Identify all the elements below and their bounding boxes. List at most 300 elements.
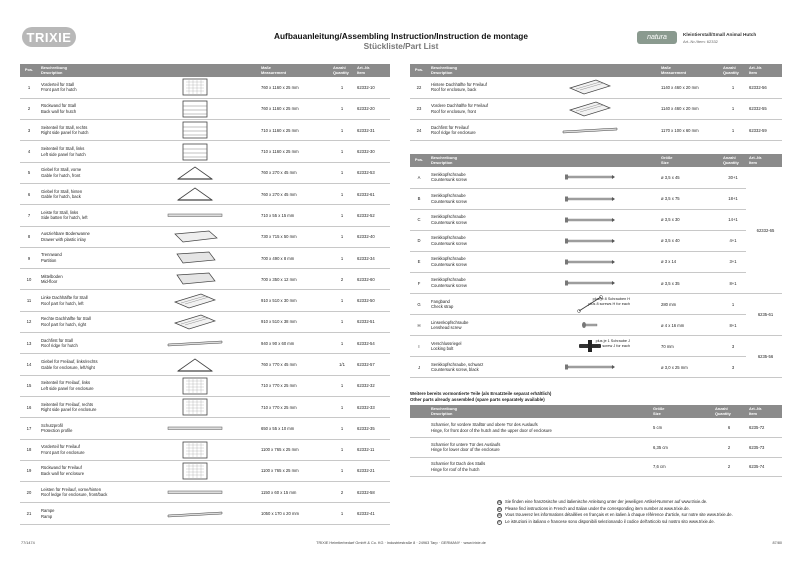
art-cell: 62332-52 <box>357 212 375 218</box>
pos-cell: 18 <box>26 447 32 453</box>
art-cell: 62332-57 <box>357 362 375 367</box>
document-subtitle: Stückliste/Part List <box>363 41 439 51</box>
desc-en: Countersunk screw <box>431 283 467 289</box>
art-cell: 62332-35 <box>357 425 375 431</box>
qty-cell: 1 <box>340 340 344 346</box>
size-cell: 760 x 270 x 45 mm <box>261 170 297 176</box>
art-cell: 6235-72 <box>749 425 765 430</box>
size-cell: 1150 x 60 x 15 mm <box>261 489 297 495</box>
desc-de: Rechte Dachhälfte für Stall <box>41 316 91 322</box>
language-notes <box>497 499 733 526</box>
blank-cell <box>410 438 428 458</box>
table-row <box>410 357 782 378</box>
qty-cell: 1 <box>340 383 344 389</box>
description-cell <box>428 418 650 438</box>
art-cell: 62332-53 <box>357 170 375 176</box>
qty-cell: 1 <box>340 127 344 133</box>
desc-en: Roof for enclosure, front <box>431 108 476 114</box>
table-row <box>410 272 782 293</box>
table-row <box>410 77 782 98</box>
part-image <box>518 167 658 188</box>
qty-cell: 1 <box>340 404 344 410</box>
table-row <box>20 162 390 183</box>
qty-cell: 1 <box>340 212 344 218</box>
size-cell: 710 x 770 x 25 mm <box>261 404 297 410</box>
table-row <box>20 396 390 417</box>
description-cell <box>38 120 128 141</box>
description-cell <box>38 460 128 481</box>
table-row <box>20 98 390 119</box>
desc-en: Countersunk screw <box>431 177 467 183</box>
col-measurement: Maße Measurement <box>261 64 287 75</box>
desc-en: Roof part for hutch, left <box>41 300 84 306</box>
qty-cell: 1 <box>340 149 344 155</box>
size-cell: 760 x 270 x 45 mm <box>261 191 297 197</box>
parts-table-left <box>20 64 390 525</box>
pos-cell: 21 <box>26 511 32 517</box>
desc-en: Right side panel for enclosure <box>41 407 97 413</box>
desc-de: Linsenkopfschraube <box>431 319 469 325</box>
desc-de: Rampe <box>41 507 55 513</box>
desc-en: Left side panel for hutch <box>41 151 86 157</box>
part-image <box>128 333 258 354</box>
description-cell <box>428 315 518 336</box>
part-image <box>128 183 258 204</box>
qty-cell: 2 <box>727 444 731 450</box>
art-cell: 62332-41 <box>357 511 375 517</box>
desc-de: Giebel für Freilauf, links/rechts <box>41 358 98 364</box>
art-cell: 62332-21 <box>357 468 375 474</box>
size-cell: 710 x 55 x 15 mm <box>261 212 295 218</box>
desc-en: Hinge for roof of the hutch <box>431 466 480 472</box>
description-cell <box>428 251 518 272</box>
note-fr <box>497 512 733 519</box>
part-image <box>128 311 258 332</box>
desc-en: Hinge for lower door of the enclosure <box>431 447 500 453</box>
size-cell: 910 x 510 x 30 mm <box>261 298 297 304</box>
table-row <box>410 120 782 141</box>
art-cell: 62332-54 <box>357 340 375 346</box>
pos-cell: 22 <box>416 84 422 90</box>
part-image <box>128 247 258 268</box>
description-cell <box>428 294 518 315</box>
qty-cell: 18+1 <box>728 196 738 202</box>
art-cell: 62332-60 <box>357 276 375 282</box>
description-cell <box>38 333 128 354</box>
desc-en: Roof ridge for enclosure <box>431 130 476 136</box>
parts-table-right <box>410 64 782 141</box>
desc-en: Check strap <box>431 304 454 310</box>
pos-cell: 16 <box>26 404 32 410</box>
qty-cell: 1 <box>340 319 344 325</box>
desc-de: Vordere Dachhälfte für Freilauf <box>431 103 489 109</box>
pos-cell: G <box>417 301 421 307</box>
size-cell: 1140 x 460 x 20 mm <box>661 84 699 90</box>
size-cell: 730 x 715 x 50 mm <box>261 234 297 240</box>
desc-en: Front part for enclosure <box>41 449 85 455</box>
qty-cell: 30+1 <box>728 174 738 180</box>
desc-de: Leiste für Stall, links <box>41 209 79 215</box>
part-image <box>518 357 658 378</box>
desc-de: Rückwand für Freilauf <box>41 465 82 471</box>
desc-de: Hintere Dachhälfte für Freilauf <box>431 81 487 87</box>
note-text: Vous trouverez les informations détaillées en français et en italien à chaque référence d'article, sur notre site www.trixie.de. <box>505 512 733 518</box>
hardware-note: plus je 8 Schrauben H plus 8 screws H for each <box>588 297 630 306</box>
spare-title-en: Other parts already assembled (spare parts separately available) <box>410 397 545 402</box>
qty-cell: 2 <box>727 464 731 470</box>
table-row <box>20 247 390 268</box>
description-cell <box>38 98 128 119</box>
size-cell: 1140 x 460 x 20 mm <box>661 106 699 112</box>
desc-en: Protection profile <box>41 428 73 434</box>
desc-de: Senkkopfschraube <box>431 214 466 220</box>
description-cell <box>428 120 518 141</box>
desc-de: Scharnier für untere Tür des Auslaufs <box>431 441 501 447</box>
size-cell: ø 4 x 16 mm <box>661 322 685 328</box>
size-cell: ø 3,5 x 40 <box>661 238 680 244</box>
table-row <box>20 375 390 396</box>
desc-de: Seitenteil für Freilauf, links <box>41 380 91 386</box>
part-image <box>518 188 658 209</box>
flag-de-icon: DE <box>498 500 502 504</box>
size-cell: 710 x 1160 x 25 mm <box>261 149 299 155</box>
table-row <box>410 188 782 209</box>
desc-en: Gable for enclosure, left/right <box>41 364 95 370</box>
art-cell: 62332-51 <box>357 319 375 325</box>
pos-cell: 13 <box>26 340 32 346</box>
size-cell: 710 x 1160 x 25 mm <box>261 127 299 133</box>
pos-cell: 8 <box>27 234 31 240</box>
qty-cell: 2 <box>340 276 344 282</box>
art-cell: 62332-11 <box>357 447 375 453</box>
col-description: Beschreibung Description <box>431 64 457 75</box>
col-size: Größe Size <box>661 154 673 165</box>
desc-en: Hinge, for front door of the hutch and the upper door of enclosure <box>431 427 552 433</box>
qty-cell: 6 <box>727 425 731 430</box>
art-cell: 62332-40 <box>357 234 375 240</box>
qty-cell: 1 <box>340 298 344 304</box>
col-pos: Pos. <box>414 157 424 163</box>
size-cell: 7,6 cm <box>653 464 666 470</box>
table-row <box>410 418 782 438</box>
col-quantity: Anzahl Quantity <box>723 64 739 75</box>
pos-cell: 6 <box>27 191 31 197</box>
description-cell <box>428 336 518 357</box>
qty-cell: 1/1 <box>339 362 345 367</box>
col-description: Beschreibung Description <box>431 405 457 416</box>
col-item: Art.-Nr. Item <box>357 64 371 75</box>
part-image <box>518 336 658 357</box>
size-cell: 760 x 1160 x 25 mm <box>261 106 299 112</box>
product-name: Kleintierstall/Small Animal Hutch <box>683 32 757 37</box>
desc-de: Seitenteil für Freilauf, rechts <box>41 401 94 407</box>
table-row <box>20 77 390 98</box>
size-cell: ø 3 x 14 <box>661 259 677 265</box>
desc-de: Dachfirst für Stall <box>41 337 73 343</box>
desc-de: Seitenteil für Stall, rechts <box>41 124 88 130</box>
desc-en: Countersunk screw <box>431 219 467 225</box>
description-cell <box>38 396 128 417</box>
pos-cell: 5 <box>27 170 31 176</box>
desc-en: Countersunk screw <box>431 198 467 204</box>
part-image <box>128 375 258 396</box>
art-cell: 62332-59 <box>749 127 767 133</box>
qty-cell: 8+1 <box>729 322 737 328</box>
desc-en: Roof part for hutch, right <box>41 321 87 327</box>
footer-left-code: 77/1474 <box>21 541 35 545</box>
desc-de: Senkkopfschraube <box>431 171 466 177</box>
qty-cell: 8+1 <box>729 280 737 286</box>
description-cell <box>428 77 518 98</box>
table-row <box>20 226 390 247</box>
table-row <box>20 269 390 290</box>
desc-de: Ausziehbare Bodenwanne <box>41 231 90 237</box>
hardware-note: plus je 1 Schraube J plus 1 screw J for each <box>591 339 630 348</box>
desc-en: Ramp <box>41 513 53 519</box>
part-image <box>128 141 258 162</box>
qty-cell: 3+1 <box>729 259 737 265</box>
part-image <box>128 482 258 503</box>
desc-en: Back wall for enclosure <box>41 470 85 476</box>
art-cell: 62332-65 <box>746 167 782 294</box>
description-cell <box>38 141 128 162</box>
art-cell: 62332-61 <box>357 191 375 197</box>
description-cell <box>38 354 128 375</box>
col-quantity: Anzahl Quantity <box>333 64 349 75</box>
part-image <box>518 120 658 141</box>
size-cell: 5 cm <box>653 425 663 430</box>
part-image <box>128 98 258 119</box>
qty-cell: 4+1 <box>729 238 737 244</box>
spare-parts-title <box>410 391 551 403</box>
size-cell: 1050 x 170 x 20 mm <box>261 511 299 517</box>
desc-en: Roof ridge for hutch <box>41 343 78 349</box>
pos-cell: 11 <box>26 298 32 304</box>
art-cell: 62332-20 <box>357 106 375 112</box>
desc-de: Senkkopfschraube <box>431 277 466 283</box>
part-image <box>518 77 658 98</box>
table-row <box>20 333 390 354</box>
page-header <box>0 0 802 60</box>
size-cell: 910 x 510 x 38 mm <box>261 319 297 325</box>
size-cell: ø 3,0 x 25 mm <box>661 364 688 370</box>
part-image <box>128 77 258 98</box>
pos-cell: 20 <box>26 489 32 495</box>
desc-de: Giebel für Stall, vorne <box>41 167 82 173</box>
col-blank <box>410 405 428 418</box>
art-cell: 62332-56 <box>749 84 767 90</box>
art-cell: 62332-34 <box>357 255 375 261</box>
flag-en-icon: EN <box>498 507 502 511</box>
pos-cell: 10 <box>26 276 32 282</box>
description-cell <box>38 77 128 98</box>
description-cell <box>428 98 518 119</box>
pos-cell: H <box>417 322 421 328</box>
part-image <box>128 205 258 226</box>
desc-de: Scharnier, für vordere Stalltür und obere Tür des Auslaufs <box>431 421 538 427</box>
col-image <box>518 64 658 77</box>
description-cell <box>428 357 518 378</box>
pos-cell: C <box>417 217 421 223</box>
col-pos: Pos. <box>24 67 34 73</box>
pos-cell: 1 <box>27 84 31 90</box>
size-cell: 700 x 490 x 8 mm <box>261 255 295 261</box>
table-row <box>20 482 390 503</box>
desc-de: Dachfirst für Freilauf <box>431 124 469 130</box>
table-row <box>410 230 782 251</box>
art-cell: 6235-56 <box>746 336 782 378</box>
pos-cell: 19 <box>26 468 32 474</box>
qty-cell: 1 <box>731 127 735 133</box>
part-image <box>518 230 658 251</box>
col-pos: Pos. <box>414 67 424 73</box>
size-cell: ø 3,5 x 75 <box>661 196 680 202</box>
part-image <box>518 272 658 293</box>
desc-de: Giebel für Stall, hinten <box>41 188 83 194</box>
part-image <box>128 290 258 311</box>
table-row <box>20 183 390 204</box>
desc-de: Senkkopfschraube <box>431 256 466 262</box>
size-cell: 700 x 350 x 12 mm <box>261 276 297 282</box>
table-row <box>20 205 390 226</box>
desc-de: Vorderteil für Stall <box>41 81 75 87</box>
size-cell: 6,35 cm <box>653 444 668 450</box>
description-cell <box>38 439 128 460</box>
description-cell <box>428 230 518 251</box>
qty-cell: 1 <box>731 84 735 90</box>
art-cell: 6235-61 <box>746 294 782 336</box>
desc-en: Countersunk screw, black <box>431 367 479 373</box>
description-cell <box>38 183 128 204</box>
spare-parts-table <box>410 405 782 477</box>
pos-cell: 2 <box>27 106 31 112</box>
desc-en: Locking bolt <box>431 346 454 352</box>
pos-cell: B <box>417 196 421 202</box>
qty-cell: 3 <box>731 364 735 370</box>
pos-cell: F <box>417 280 421 286</box>
col-item: Art.-Nr. Item <box>749 154 763 165</box>
col-image <box>518 154 658 167</box>
note-text: Please find instructions in French and Italian under the corresponding item number at www.trixie.de. <box>505 505 690 511</box>
size-cell: ø 3,5 x 30 <box>661 217 680 223</box>
desc-en: Gable for hutch, front <box>41 172 81 178</box>
table-header <box>410 405 782 418</box>
part-image <box>518 98 658 119</box>
page-footer <box>0 541 802 551</box>
table-row <box>20 503 390 524</box>
size-cell: 1170 x 100 x 60 mm <box>661 127 699 133</box>
art-cell: 62332-10 <box>357 84 375 90</box>
desc-de: Schutzprofil <box>41 422 63 428</box>
natura-brand-badge: natura <box>637 31 677 44</box>
pos-cell: J <box>417 364 421 370</box>
pos-cell: A <box>417 174 421 180</box>
description-cell <box>38 482 128 503</box>
desc-en: Countersunk screw <box>431 240 467 246</box>
desc-en: Partition <box>41 258 57 264</box>
description-cell <box>428 209 518 230</box>
table-row <box>410 315 782 336</box>
desc-en: Roof ledge for enclosure, front/back <box>41 492 108 498</box>
pos-cell: 3 <box>27 127 31 133</box>
desc-de: Vorderteil für Freilauf <box>41 444 80 450</box>
description-cell <box>38 205 128 226</box>
table-row <box>410 457 782 477</box>
part-image <box>128 226 258 247</box>
description-cell <box>428 272 518 293</box>
description-cell <box>38 162 128 183</box>
col-item: Art.-Nr. Item <box>749 64 763 75</box>
part-image <box>128 354 258 375</box>
qty-cell: 1 <box>340 255 344 261</box>
size-cell: 650 x 55 x 10 mm <box>261 425 295 431</box>
art-cell: 62332-30 <box>357 149 375 155</box>
desc-en: Right side panel for hutch <box>41 130 89 136</box>
part-image <box>518 294 658 315</box>
table-row <box>410 336 782 357</box>
part-image <box>128 269 258 290</box>
note-text: Le istruzioni in italiano e francese sono disponibili selezionando il codice dell'articolo sul nostro sito www.trixie.de. <box>505 519 715 525</box>
art-cell: 62332-31 <box>357 127 375 133</box>
logo-text: TRIXIE <box>26 29 72 45</box>
pos-cell: 15 <box>26 383 32 389</box>
desc-de: Rückwand für Stall <box>41 103 76 109</box>
qty-cell: 1 <box>340 234 344 240</box>
col-description: Beschreibung Description <box>431 154 457 165</box>
footer-right-code: 87/80 <box>772 541 782 545</box>
product-art-no: Art.-Nr./Item: 62332 <box>683 39 718 44</box>
description-cell <box>428 438 650 458</box>
pos-cell: 17 <box>26 425 32 431</box>
table-row <box>20 439 390 460</box>
pos-cell: 12 <box>26 319 32 325</box>
part-image <box>518 209 658 230</box>
qty-cell: 1 <box>340 170 344 176</box>
pos-cell: 4 <box>27 149 31 155</box>
col-size: Größe Size <box>653 405 665 416</box>
part-image <box>128 503 258 524</box>
art-cell: 62332-33 <box>357 404 375 410</box>
pos-cell: I <box>418 343 420 349</box>
col-item: Art.-Nr. Item <box>749 405 763 416</box>
part-image <box>128 396 258 417</box>
size-cell: 710 x 770 x 25 mm <box>261 383 297 389</box>
part-image <box>518 315 658 336</box>
spare-title-de: Weitere bereits vormontierte Teile (als Ersatzteile separat erhältlich) <box>410 391 552 396</box>
part-image <box>128 162 258 183</box>
col-measurement: Maße Measurement <box>661 64 687 75</box>
qty-cell: 14+1 <box>728 217 738 223</box>
size-cell: ø 3,5 x 45 <box>661 174 680 180</box>
description-cell <box>428 167 518 188</box>
document-title: Aufbauanleitung/Assembling Instruction/Instruction de montage <box>274 31 528 41</box>
size-cell: 1100 x 765 x 25 mm <box>261 468 299 474</box>
qty-cell: 1 <box>731 106 735 112</box>
flag-it-icon: IT <box>498 520 501 524</box>
note-text: Sie finden eine französische und italienische Anleitung unter der jeweiligen Artikel-Nummer auf www.trixie.de. <box>505 499 708 504</box>
blank-cell <box>410 457 428 477</box>
size-cell: 760 x 770 x 45 mm <box>261 362 297 367</box>
table-row <box>20 290 390 311</box>
desc-en: Lenshead screw <box>431 325 462 331</box>
part-image <box>518 251 658 272</box>
description-cell <box>38 375 128 396</box>
desc-de: Mittelboden <box>41 273 63 279</box>
qty-cell: 1 <box>340 425 344 431</box>
description-cell <box>38 290 128 311</box>
desc-de: Senkkopfschraube, schwarz <box>431 361 484 367</box>
table-row <box>20 354 390 375</box>
